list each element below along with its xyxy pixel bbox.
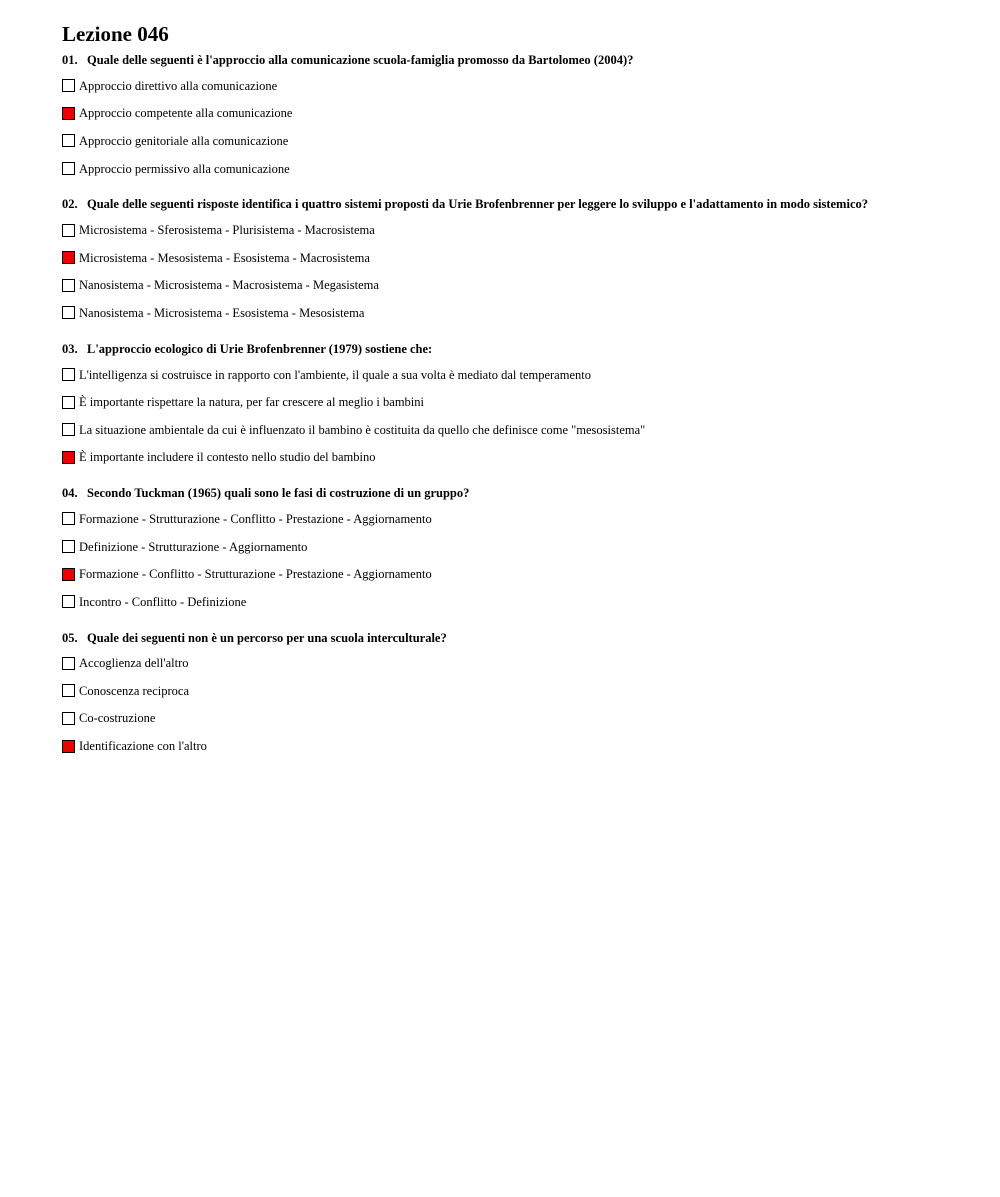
answer-label: Accoglienza dell'altro bbox=[79, 656, 189, 671]
question-number: 02. bbox=[62, 197, 78, 212]
question-text bbox=[62, 196, 1000, 212]
checked-checkbox-icon[interactable] bbox=[62, 568, 75, 581]
answer-label: Definizione - Strutturazione - Aggiornamento bbox=[79, 539, 308, 554]
answer-label: Incontro - Conflitto - Definizione bbox=[79, 594, 247, 609]
question-label: Quale dei seguenti non è un percorso per una scuola interculturale? bbox=[87, 630, 447, 645]
checkbox-icon[interactable] bbox=[62, 306, 75, 319]
answer-label: Approccio competente alla comunicazione bbox=[79, 106, 293, 121]
answer-label: È importante rispettare la natura, per far crescere al meglio i bambini bbox=[79, 395, 424, 410]
answer-label: L'intelligenza si costruisce in rapporto con l'ambiente, il quale a sua volta è mediato dal temperamento bbox=[79, 367, 591, 382]
answer-option[interactable] bbox=[62, 216, 1000, 244]
question-text bbox=[62, 341, 1000, 357]
question-text bbox=[62, 485, 1000, 501]
answer-option[interactable] bbox=[62, 560, 1000, 588]
checked-checkbox-icon[interactable] bbox=[62, 451, 75, 464]
checkbox-icon[interactable] bbox=[62, 423, 75, 436]
question-number: 05. bbox=[62, 630, 78, 645]
answer-option[interactable] bbox=[62, 705, 1000, 733]
answer-label: Microsistema - Sferosistema - Plurisistema - Macrosistema bbox=[79, 223, 375, 238]
question-label: Quale delle seguenti è l'approccio alla comunicazione scuola-famiglia promosso da Bartolomeo (2004)? bbox=[87, 53, 634, 67]
answer-option[interactable] bbox=[62, 416, 1000, 444]
answer-option[interactable] bbox=[62, 155, 1000, 183]
answer-label: Approccio genitoriale alla comunicazione bbox=[79, 133, 289, 148]
answer-option[interactable] bbox=[62, 272, 1000, 300]
answer-option[interactable] bbox=[62, 533, 1000, 561]
checkbox-icon[interactable] bbox=[62, 512, 75, 525]
answer-label: È importante includere il contesto nello studio del bambino bbox=[79, 450, 376, 465]
answer-label: Nanosistema - Microsistema - Macrosistema - Megasistema bbox=[79, 278, 379, 293]
answer-option[interactable] bbox=[62, 100, 1000, 128]
answer-option[interactable] bbox=[62, 127, 1000, 155]
checkbox-icon[interactable] bbox=[62, 540, 75, 553]
question-text bbox=[62, 630, 1000, 646]
answer-label: La situazione ambientale da cui è influenzato il bambino è costituita da quello che definisce come "mesosistema" bbox=[79, 422, 646, 437]
question-3 bbox=[62, 341, 1000, 471]
question-number: 03. bbox=[62, 341, 78, 356]
answer-option[interactable] bbox=[62, 388, 1000, 416]
question-number: 01. bbox=[62, 53, 78, 67]
answer-label: Co-costruzione bbox=[79, 711, 156, 726]
answer-option[interactable] bbox=[62, 732, 1000, 760]
question-text bbox=[62, 52, 1000, 68]
answer-option[interactable] bbox=[62, 677, 1000, 705]
question-label: Secondo Tuckman (1965) quali sono le fasi di costruzione di un gruppo? bbox=[87, 486, 470, 501]
question-5 bbox=[62, 630, 1000, 760]
answer-option[interactable] bbox=[62, 444, 1000, 472]
answer-option[interactable] bbox=[62, 505, 1000, 533]
checkbox-icon[interactable] bbox=[62, 224, 75, 237]
answer-label: Formazione - Conflitto - Strutturazione - Prestazione - Aggiornamento bbox=[79, 567, 432, 582]
answer-option[interactable] bbox=[62, 650, 1000, 678]
question-number: 04. bbox=[62, 486, 78, 501]
answer-option[interactable] bbox=[62, 588, 1000, 616]
checked-checkbox-icon[interactable] bbox=[62, 107, 75, 120]
checkbox-icon[interactable] bbox=[62, 684, 75, 697]
checkbox-icon[interactable] bbox=[62, 162, 75, 175]
checkbox-icon[interactable] bbox=[62, 134, 75, 147]
question-list bbox=[62, 52, 1000, 760]
question-1 bbox=[62, 52, 1000, 182]
answer-option[interactable] bbox=[62, 244, 1000, 272]
checkbox-icon[interactable] bbox=[62, 595, 75, 608]
checkbox-icon[interactable] bbox=[62, 279, 75, 292]
answer-label: Conoscenza reciproca bbox=[79, 683, 190, 698]
question-2 bbox=[62, 196, 1000, 326]
question-4 bbox=[62, 485, 1000, 615]
checkbox-icon[interactable] bbox=[62, 657, 75, 670]
answer-option[interactable] bbox=[62, 361, 1000, 389]
checked-checkbox-icon[interactable] bbox=[62, 740, 75, 753]
answer-label: Microsistema - Mesosistema - Esosistema - Macrosistema bbox=[79, 250, 370, 265]
question-label: Quale delle seguenti risposte identifica i quattro sistemi proposti da Urie Brofenbrenner per leggere lo sviluppo e l'adattamento in modo sistemico? bbox=[87, 197, 868, 212]
page-title: Lezione 046 bbox=[62, 22, 169, 46]
question-label: L'approccio ecologico di Urie Brofenbrenner (1979) sostiene che: bbox=[87, 341, 433, 356]
checkbox-icon[interactable] bbox=[62, 368, 75, 381]
answer-label: Identificazione con l'altro bbox=[79, 739, 207, 754]
answer-option[interactable] bbox=[62, 299, 1000, 327]
checkbox-icon[interactable] bbox=[62, 396, 75, 409]
checkbox-icon[interactable] bbox=[62, 79, 75, 92]
answer-label: Approccio permissivo alla comunicazione bbox=[79, 161, 290, 176]
answer-label: Approccio direttivo alla comunicazione bbox=[79, 78, 278, 93]
answer-label: Nanosistema - Microsistema - Esosistema - Mesosistema bbox=[79, 305, 365, 320]
checked-checkbox-icon[interactable] bbox=[62, 251, 75, 264]
answer-option[interactable] bbox=[62, 72, 1000, 100]
checkbox-icon[interactable] bbox=[62, 712, 75, 725]
answer-label: Formazione - Strutturazione - Conflitto - Prestazione - Aggiornamento bbox=[79, 511, 432, 526]
